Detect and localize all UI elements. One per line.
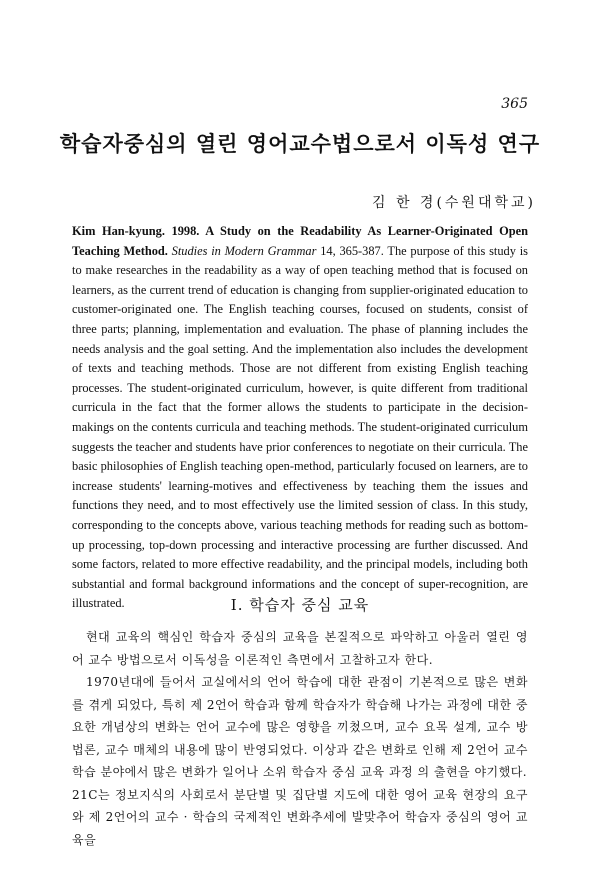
citation-tail: 14, 365-387.: [316, 243, 384, 258]
abstract: [72, 222, 528, 614]
body-text: [72, 626, 528, 851]
body-paragraph: 21C는 정보지식의 사회로서 분단별 및 집단별 지도에 대한 영어 교육 현장의 요구와 제 2언어의 교수 · 학습의 국제적인 변화추세에 발맞추어 학습자 중심의 영어 교육을: [72, 787, 528, 847]
abstract-text: The purpose of this study is to make researches in the readability as a way of open teaching method that is focused on learners, as the current trend of education is changing from supplier-originated education to customer-originated one. The English teaching courses, focused on students, consist of three parts; planning, implementation and evaluation. The phase of planning includes the needs analysis and the goal setting. And the implementation also includes the development of texts and teaching methods. Those are not different from existing English teaching processes. The student-originated curriculum, however, is quite different from traditional curricula in the fact that the former allows the students to participate in the decision-makings on the contents curricula and teaching methods. The student-originated curriculum suggests the teacher and students have prior conferences to negotiate on their curricula. The basic philosophies of English teaching open-method, particularly focused on learners, are to increase students' learning-motives and effectiveness by teaching them the issues and functions they need, and to most effectively use the limited session of class. In this study, corresponding to the concepts above, various teaching methods for reading such as bottom-up processing, top-down processing and interactive processing are further discussed. And some factors, related to more effective readability, and the principal models, including both substantial and formal background informations and the concept of super-recognition, are illustrated.: [72, 243, 528, 611]
author-line: 김 한 경(수원대학교): [371, 195, 536, 211]
paper-title: 학습자중심의 열린 영어교수법으로서 이독성 연구: [59, 131, 541, 156]
page-number: 365: [501, 96, 528, 112]
journal-name: Studies in Modern Grammar: [171, 243, 317, 258]
citation-head: Kim Han-kyung. 1998. A Study on the Readability As Learner-Originated Open Teaching Method.: [72, 224, 528, 258]
section-heading: I. 학습자 중심 교육: [230, 596, 370, 614]
body-paragraph: 현대 교육의 핵심인 학습자 중심의 교육을 본질적으로 파악하고 아울러 열린 영어 교수 방법으로서 이독성을 이론적인 측면에서 고찰하고자 한다.: [72, 630, 528, 667]
body-paragraph: 1970년대에 들어서 교실에서의 언어 학습에 대한 관점이 기본적으로 많은 변화를 겪게 되었다, 특히 제 2언어 학습과 함께 학습자가 학습해 나가는 과정에 대한 중요한 개념상의 변화는 언어 교수에 많은 영향을 끼쳤으며, 교수 요목 설계, 교수 방법론, 교수 매체의 내용에 많이 반영되었다. 이상과 같은 변화로 인해 제 2언어 교수 학습 분야에서 많은 변화가 일어나 소위 학습자 중심 교육 과정 의 출현을 야기했다.: [72, 675, 528, 779]
